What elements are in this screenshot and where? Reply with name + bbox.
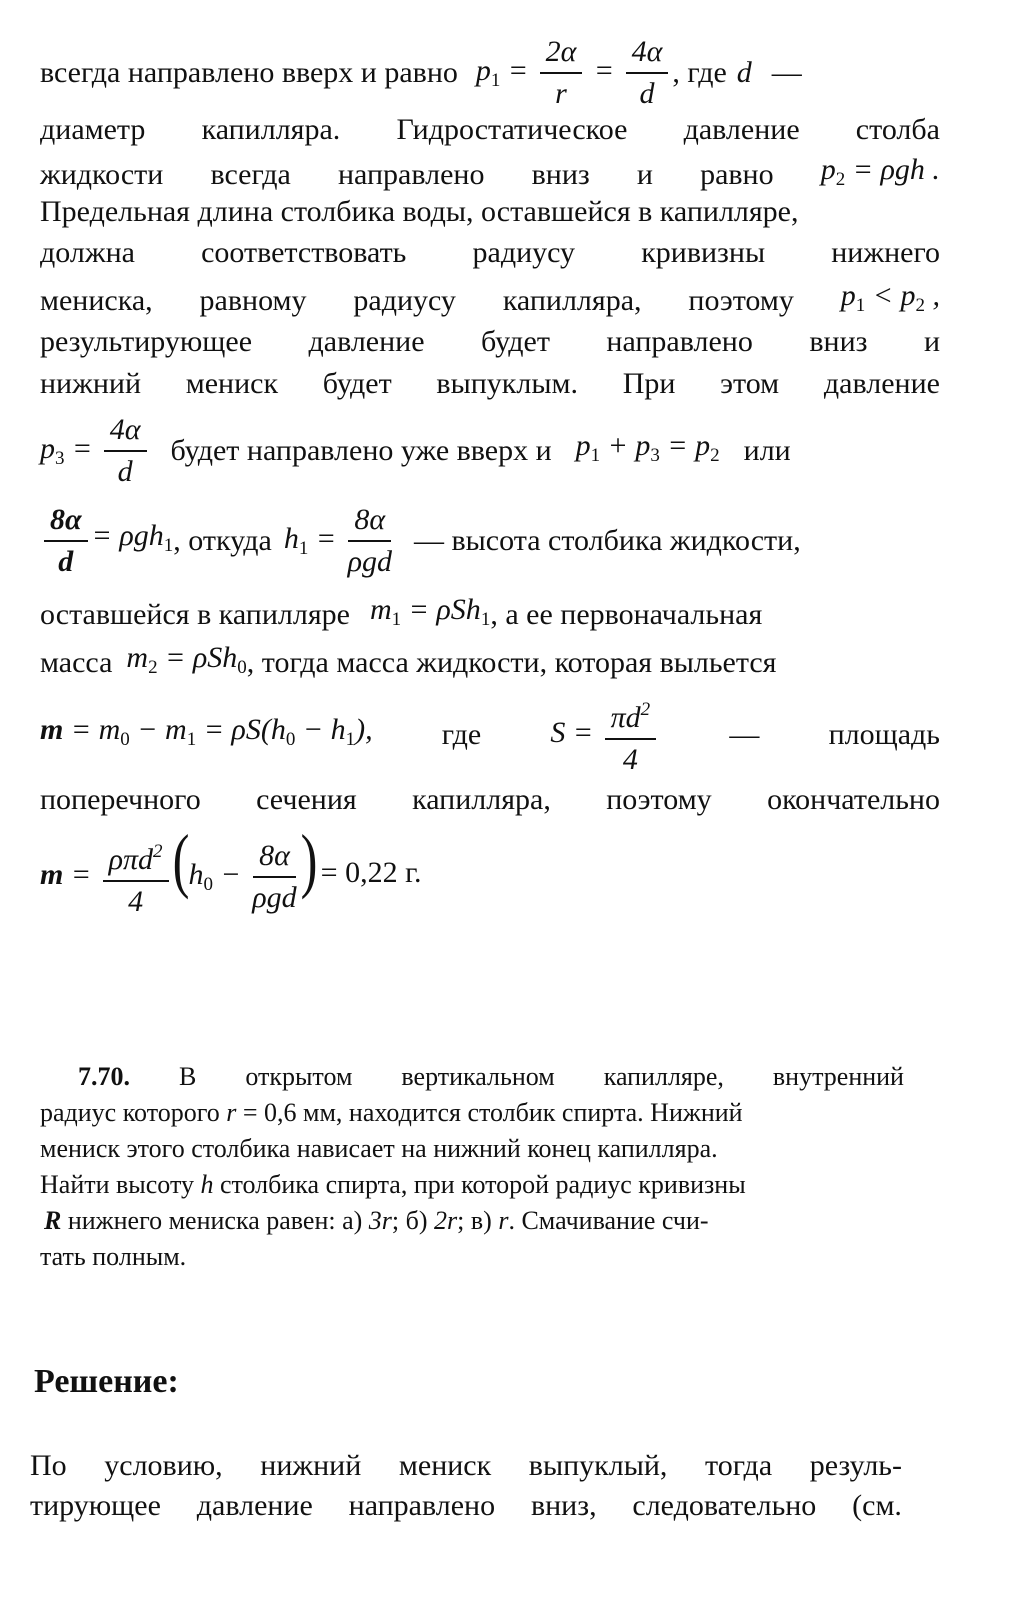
text-line-3: жидкости всегда направлено вниз и равно $p_2 = \rho gh$ . [40, 152, 940, 198]
formula-p3: $p_3$ = $\frac{4\alpha}{d}$ [40, 410, 151, 492]
formula-sum: $p_1 + p_3 = p_2$ [575, 429, 720, 466]
text-line-8: нижний мениск будет выпуклым. При этом давление [40, 367, 940, 400]
problem-line-3: мениск этого столбика нависает на нижний конец капилляра. [40, 1134, 718, 1163]
problem-line-5: R нижнего мениска равен: а) 3r; б) 2r; в) r. Смачивание счи- [44, 1206, 709, 1235]
text-line-12: масса $m_2 = \rho Sh_0$ , тогда масса жидкости, которая выльется [40, 640, 940, 686]
text-line-11: оставшейся в капилляре $m_1 = \rho Sh_1$ , а ее первоначальная [40, 592, 940, 638]
problem-line-4: Найти высоту h столбика спирта, при которой радиус кривизны [40, 1170, 746, 1199]
text-line-6: мениска, равному радиусу капилляра, поэтому $p_1 < p_2$ , [40, 278, 940, 324]
formula-balance: $\frac{8\alpha}{d}$ [40, 500, 92, 582]
formula-m1: $m_1 = \rho Sh_1$ [369, 593, 491, 630]
formula-p1: $p_1$ = $\frac{2\alpha}{r}$ = $\frac{4\alpha}{d}$ [476, 32, 673, 114]
text-line-15: m = $\frac{\rho\pi d^2}{4}$ ($h_0$ − $\frac{8\alpha}{\text{ρgd}}$ ) = 0,22 г. [40, 824, 940, 922]
solution-heading: Решение: [34, 1363, 179, 1400]
problem-number: 7.70. [78, 1062, 130, 1091]
solution-line-2: тирующее давление направлено вниз, следовательно (см. [30, 1489, 902, 1522]
text-line-4: Предельная длина столбика воды, оставшейся в капилляре, [40, 195, 799, 228]
solution-line-1: По условию, нижний мениск выпуклый, тогда резуль- [30, 1449, 902, 1482]
formula-final: m = $\frac{\rho\pi d^2}{4}$ ($h_0$ − $\frac{8\alpha}{\text{ρgd}}$ ) [40, 820, 318, 919]
formula-h1: $h_1$ = $\frac{8\alpha}{\text{ρgd}}$ [284, 500, 396, 582]
text-line-13: $m = m_0 - m_1 = \rho S(h_0 - h_1)$, где S = $\frac{\pi d^2}{4}$ — площадь [40, 690, 940, 780]
text-line-10: $\frac{8\alpha}{d}$ = ρgh$_1$ , откуда $h_1$ = $\frac{8\alpha}{\text{ρgd}}$ — высота столбика жидкости, [40, 500, 940, 582]
formula-area: S = $\frac{\pi d^2}{4}$ [550, 690, 660, 780]
problem-line-2: радиус которого r = 0,6 мм, находится столбик спирта. Нижний [40, 1098, 743, 1127]
problem-line-6: тать полным. [40, 1242, 187, 1271]
problem-line-1: 7.70. В открытом вертикальном капилляре, внутренний [78, 1062, 904, 1091]
text-line-7: результирующее давление будет направлено вниз и [40, 325, 940, 358]
text-line-9: $p_3$ = $\frac{4\alpha}{d}$ будет направлено уже вверх и $p_1 + p_3 = p_2$ или [40, 410, 940, 492]
text-line-14: поперечного сечения капилляра, поэтому окончательно [40, 783, 940, 816]
formula-m: $m = m_0 - m_1 = \rho S(h_0 - h_1)$, [40, 713, 373, 750]
formula-m2: $m_2 = \rho Sh_0$ [126, 641, 247, 678]
formula-p2: $p_2 = \rho gh$ . [820, 153, 940, 190]
text-line-2: диаметр капилляра. Гидростатическое давление столба [40, 113, 940, 146]
formula-p1-lt-p2: $p_1 < p_2$ , [840, 279, 940, 316]
text-line-5: должна соответствовать радиусу кривизны нижнего [40, 236, 940, 269]
text-line-1: всегда направлено вверх и равно $p_1$ = $\frac{2\alpha}{r}$ = $\frac{4\alpha}{d}$ , где d — [40, 32, 940, 114]
